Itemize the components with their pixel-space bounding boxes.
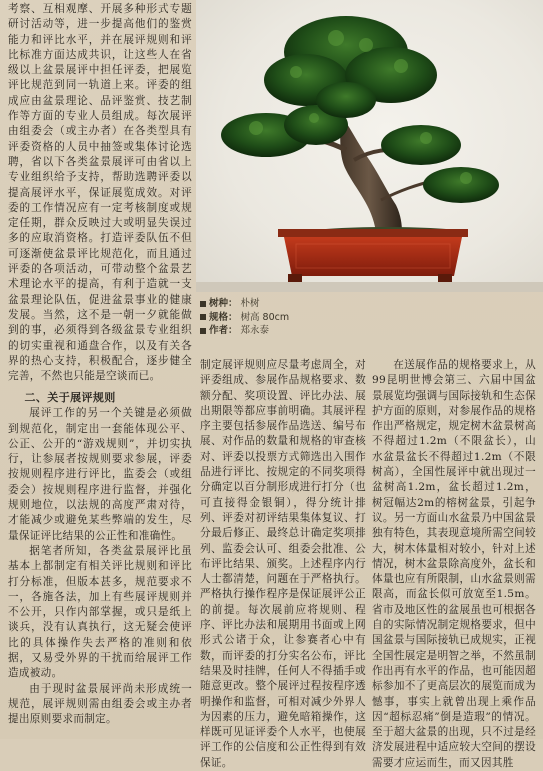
caption-value: 朴树 [240,298,260,309]
bonsai-tree-illustration [196,0,543,292]
paragraph: 制定展评规则应尽量考虑周全，对评委组成、参展作品规格要求、数额分配、奖项设置、评比办法、展出期限等都应事前明确。其展评程序主要包括参展作品选送、编号布展、对作品的数量和规格的审查核对、评委以投票方式筛选出入围作品进行评比、按规定的不同奖项得分确定以百分制形成进行打分（也可直接得金银铜），得分统计排列、评委对初评结果集体复议、打分最后修正、最终总计确定奖项排列、监委会认可、组委会批准、公布评比结果、颁奖。上述程序内行人士都清楚，问题在于严格执行。严格执行操作程序是保证展评公正的前提。每次展前应将规则、程序、评比办法和展期用书面或上网形式公诸于众，让参赛者心中有数，而评委的打分实名公布，评比结果及时挂牌，任何人不得插手或随意更改。整个展评过程按程序透明操作和监督，可相对减少外界人为因素的压力，避免暗箱操作，这样既可见证评委个人水平，也使展评工作的公信度和公正性得到有效保证。 [200,359,366,769]
paragraph: 考察、互相观摩、开展多种形式专题研讨活动等，进一步提高他们的鉴赏能力和评比水平，并在展评规则和评比标准方面达成共识，让这些人在省级以上盆景展评中担任评委，把展览评比规范到同一轨道上来。评委的组成应由盆景理论、品评鉴赏、技艺制作等方面的专业人员组成。每次展评由组委会（或主办者）在各类型具有评委资格的人员中抽签或集体讨论选聘，省以下各类盆景展评可由省以上专业组织给予支持，帮助选聘评委以提高展评水平，保证展览成效。对评委的工作情况应有一定考核制度或规定任期，群众反映过大或明显失误过多的应取消资格。打造评委队伍不但可逐渐使盆景评比规范化，而且通过评委的各项活动，可带动整个盆景艺术理论水平的提高，有利于造就一支盆景理论队伍，促进盆景事业的健康发展。当然，这不是一朝一夕就能做到的事，必须得到各级盆景专业组织的切实重视和通盘合作，以及有关各界的热心支持，积极配合，逐步健全完善，不然也只能是空谈而已。 [8,3,192,383]
caption-label: 规格： [209,311,238,323]
column-1-bottom-text [8,388,192,728]
column-3-text [372,358,536,771]
caption-value: 树高 80cm [240,311,290,323]
bullet-square-icon [200,314,206,320]
caption-author [200,324,289,338]
section-heading: 二、关于展评规则 [24,391,116,404]
caption-label: 树种： [209,298,238,309]
bonsai-photo [196,0,543,292]
bullet-square-icon [200,301,206,307]
photo-caption [200,297,289,338]
paragraph: 在送展作品的规格要求上，从99昆明世博会第三、六届中国盆景展览均强调与国际接轨和生态保护方面的原则，对参展作品的规格作出严格规定，规定树木盆景树高不得超过1.2m（不限盆长），山水盆景盆长不得超过1.2m（不限树高），全国性展评中就出现过一盆树高1.2m，盆长超过1.2m，树冠幅达2m的榕树盆景，引起争议。另一方面山水盆景乃中国盆景独有特色，其表现意境所需空间较大，树木体量相对较小，针对上述情况，树木盆景除高度外，盆长和体量也应有所限制，山水盆景则需限高，而盆长似可放宽至1.5m。省市及地区性的盆展虽也可根据各自的实际情况制定规格要求，但中国盆景与国际接轨已成规实，正视全国性展定是明智之举，不然虽制作出再有水平的作品，也可能因超标参加不了更高层次的展览而成为憾事，事实上就曾出现上乘作品因“超标忍痛”倒是造瑕”的情况。至于超大盆景的出现，只不过是经济发展进程中适应较大空间的摆设需要才应运而生，而又因其胜 [372,359,536,769]
column-2-text [200,358,366,771]
column-1-top-text [8,2,192,384]
bullet-square-icon [200,328,206,334]
caption-label: 作者： [209,325,238,336]
caption-species [200,297,289,311]
caption-value: 郑永泰 [240,325,270,336]
paragraph: 展评工作的另一个关键是必须做到规范化，制定出一套能体现公平、公正、公开的“游戏规则”，并切实执行，让参展者按规则要求参展，评委按规则程序进行评比，监委会（或组委会）按规则程序进行监督，并强化规则地位，以法规的高度严肃对待，才能减少或避免某些弊端的发生，尽量保证评比结果的公正性和准确性。 [8,407,192,542]
paragraph: 据笔者所知，各类盆景展评比虽基本上都制定有相关评比规则和评比打分标准，但版本甚多，规范要求不一，各施各法，加上有些展评规则并不公开，只作内部掌握，或只是纸上谈兵，没有认真执行，这无疑会使评比的具体操作失去严格的准则和依据，又易受外界的干扰而给展评工作造成被动。 [8,544,192,680]
caption-size [200,311,289,325]
paragraph: 由于现时盆景展评尚未形成统一规范，展评规则需由组委会或主办者提出原则要求而制定。 [8,682,192,726]
